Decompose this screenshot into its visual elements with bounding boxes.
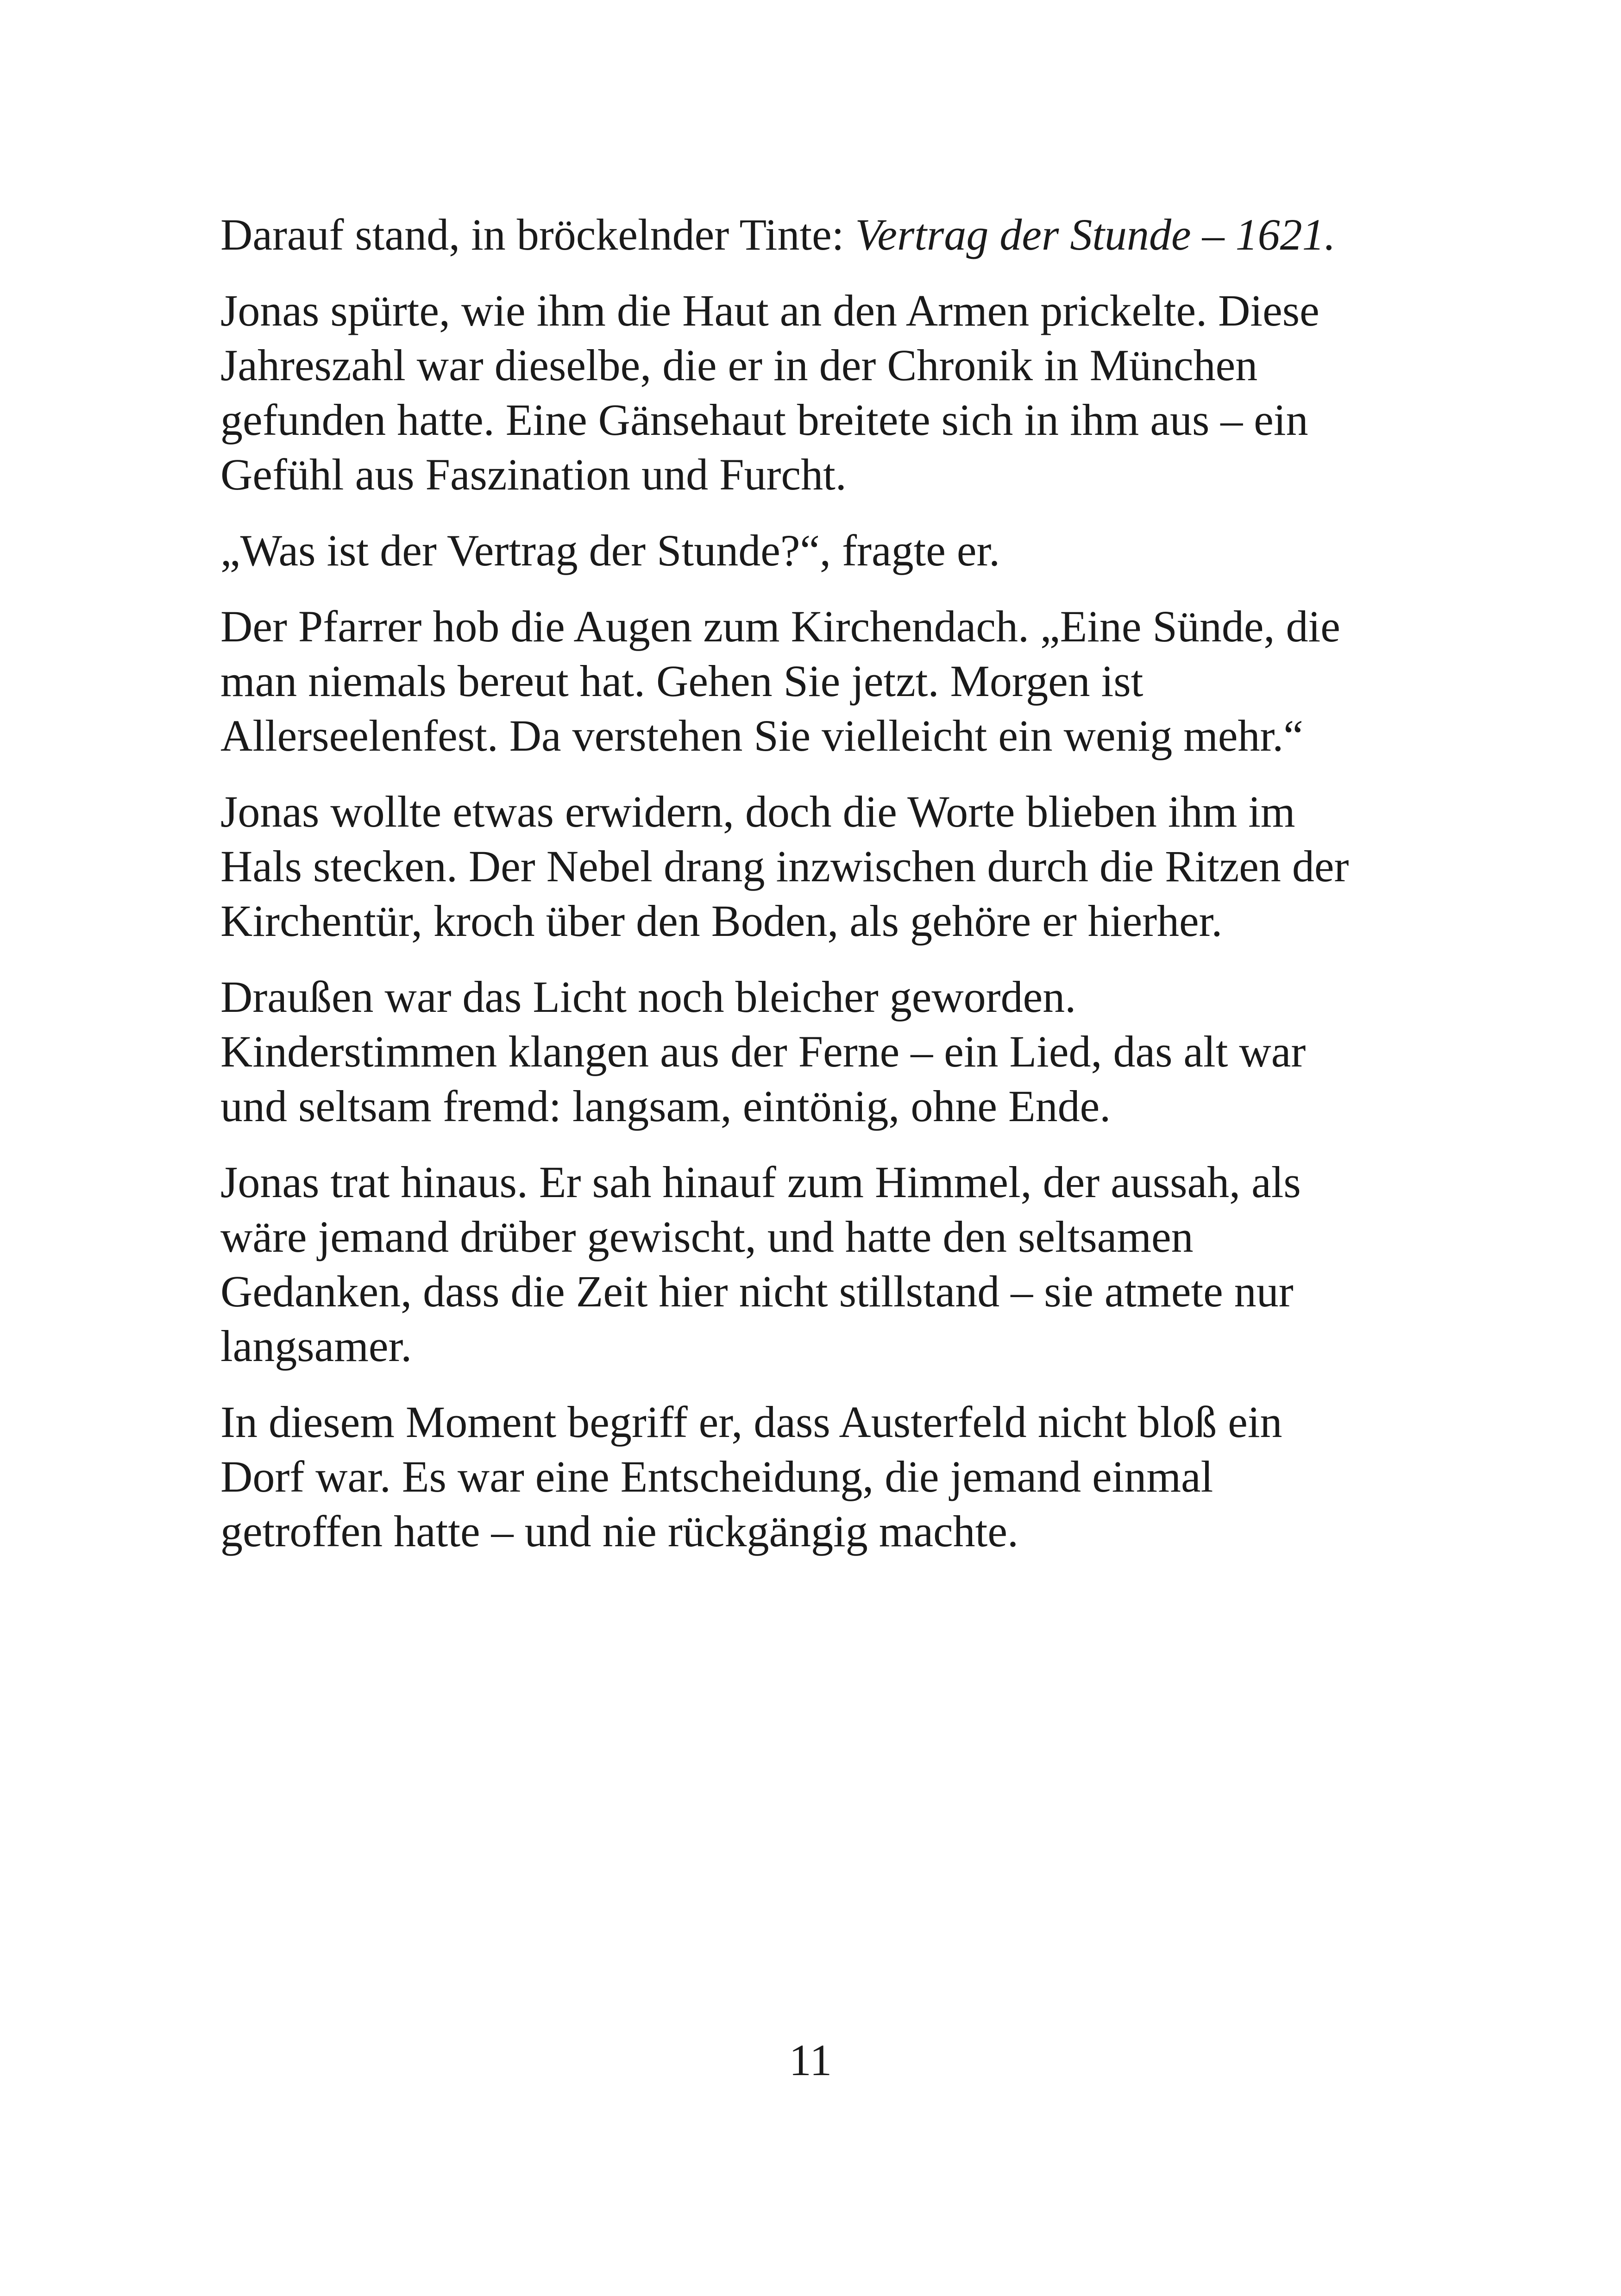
text-line bbox=[220, 1264, 1448, 1319]
text-run: getroffen hatte – und nie rückgängig machte. bbox=[220, 1506, 1018, 1556]
text-line bbox=[220, 1079, 1448, 1134]
text-line bbox=[220, 1155, 1448, 1210]
text-line bbox=[220, 393, 1448, 447]
text-run: Allerseelenfest. Da verstehen Sie vielleicht ein wenig mehr.“ bbox=[220, 711, 1303, 760]
text-run: In diesem Moment begriff er, dass Austerfeld nicht bloß ein bbox=[220, 1397, 1282, 1447]
text-run: Kirchentür, kroch über den Boden, als gehöre er hierher. bbox=[220, 896, 1223, 946]
text-line bbox=[220, 1504, 1448, 1559]
text-line bbox=[220, 599, 1448, 654]
text-run: „Was ist der Vertrag der Stunde?“, fragte er. bbox=[220, 526, 1000, 575]
text-line bbox=[220, 709, 1448, 763]
text-run: Draußen war das Licht noch bleicher geworden. bbox=[220, 972, 1076, 1022]
text-run: Jonas trat hinaus. Er sah hinauf zum Himmel, der aussah, als bbox=[220, 1157, 1301, 1207]
text-line bbox=[220, 523, 1448, 578]
text-line bbox=[220, 1319, 1448, 1374]
text-line bbox=[220, 970, 1448, 1024]
text-line bbox=[220, 1024, 1448, 1079]
text-run: Darauf stand, in bröckelnder Tinte: bbox=[220, 210, 855, 259]
paragraph bbox=[220, 599, 1448, 763]
text-line bbox=[220, 1395, 1448, 1449]
italic-text: Vertrag der Stunde – 1621. bbox=[855, 210, 1336, 259]
text-run: Jonas wollte etwas erwidern, doch die Worte blieben ihm im bbox=[220, 787, 1295, 836]
text-line bbox=[220, 839, 1448, 894]
text-line bbox=[220, 447, 1448, 502]
text-run: Gefühl aus Faszination und Furcht. bbox=[220, 450, 847, 499]
text-line bbox=[220, 283, 1448, 338]
paragraph bbox=[220, 1155, 1448, 1374]
text-line bbox=[220, 1210, 1448, 1264]
text-line bbox=[220, 338, 1448, 393]
text-run: Dorf war. Es war eine Entscheidung, die jemand einmal bbox=[220, 1452, 1213, 1501]
text-run: Jonas spürte, wie ihm die Haut an den Armen prickelte. Diese bbox=[220, 286, 1319, 335]
paragraph bbox=[220, 1395, 1448, 1559]
text-run: langsamer. bbox=[220, 1321, 412, 1371]
text-run: Hals stecken. Der Nebel drang inzwischen durch die Ritzen der bbox=[220, 841, 1349, 891]
page-number: 11 bbox=[789, 2035, 832, 2085]
text-line bbox=[220, 207, 1448, 262]
text-run: wäre jemand drüber gewischt, und hatte den seltsamen bbox=[220, 1212, 1194, 1261]
paragraph bbox=[220, 784, 1448, 948]
paragraph bbox=[220, 283, 1448, 502]
text-run: Jahreszahl war dieselbe, die er in der Chronik in München bbox=[220, 340, 1258, 390]
paragraph bbox=[220, 523, 1448, 578]
text-line bbox=[220, 784, 1448, 839]
paragraph bbox=[220, 970, 1448, 1134]
text-run: Der Pfarrer hob die Augen zum Kirchendach. „Eine Sünde, die bbox=[220, 602, 1340, 651]
text-run: und seltsam fremd: langsam, eintönig, ohne Ende. bbox=[220, 1081, 1111, 1131]
text-line bbox=[220, 894, 1448, 948]
text-run: Kinderstimmen klangen aus der Ferne – ein Lied, das alt war bbox=[220, 1027, 1306, 1076]
paragraph bbox=[220, 207, 1448, 262]
text-run: Gedanken, dass die Zeit hier nicht stillstand – sie atmete nur bbox=[220, 1267, 1294, 1316]
text-run: man niemals bereut hat. Gehen Sie jetzt. Morgen ist bbox=[220, 656, 1143, 706]
text-line bbox=[220, 1449, 1448, 1504]
body-text bbox=[220, 207, 1448, 1580]
text-line bbox=[220, 654, 1448, 709]
text-run: gefunden hatte. Eine Gänsehaut breitete sich in ihm aus – ein bbox=[220, 395, 1308, 445]
